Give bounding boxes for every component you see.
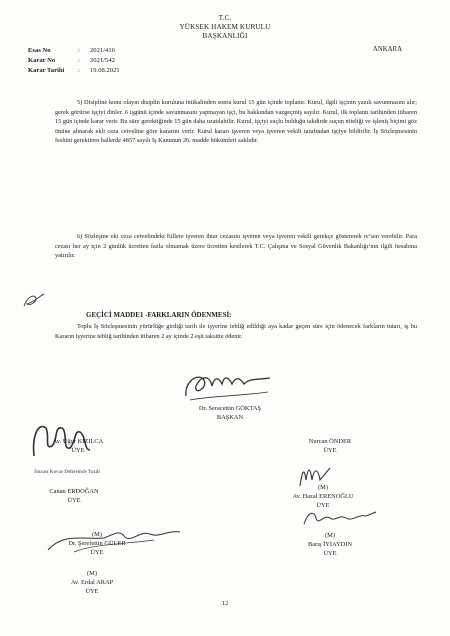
signatory-president [180, 404, 280, 422]
separator: : [78, 57, 80, 64]
karar-row [28, 56, 120, 66]
president-signature-icon [180, 366, 275, 406]
signatory-member-1 [38, 437, 118, 455]
paragraph-7: Toplu İş Sözleşmesinin yürürlüğe girdiği tarih ile işyerine tebliğ edildiği aya kadar geçen süre için ödenecek farkların tutarı, iş bu Kararın işyerine tebliğ tarihinden itibaren 2 ay içinde 2 eşit taksitte ödenir. [55, 323, 417, 340]
member-2-name: Nurcan ÖNDER [308, 438, 352, 445]
paragraph-5: 5) Disipline konu olayın disiplin kuruluna intikalinden sonra kurul 15 gün içinde toplanır. Kurul, ilgili işçinin yazılı savunmasını alır; gerek görürse işçiyi dinler. 6 işgünü içinde savunmasını yapmayan işçi, bu hakkından vazgeçmiş sayılır. Kurul, ilk toplantı tarihinden itibaren 15 gün içinde karar verir. Bu süre gerektiğinde 15 gün daha uzatılabilir. Kurul, işçiyi suçlu bulduğu takdirde suçun niteliği ve işleniş biçimi göz önüne alınarak ekli ceza cetveline göre kararını verir. Kurul kararı işveren veya işveren vekili tarafından işçiye bildirilir. İş Sözleşmesinin feshini gerektiren hallerde 4857 sayılı İş Kanunun 26. madde hükümleri saklıdır. [55, 99, 417, 145]
karar-value: 2021/542 [90, 57, 115, 64]
member-2-role: ÜYE [323, 447, 337, 454]
signatory-member-3 [34, 487, 114, 505]
separator: : [78, 47, 80, 54]
member-1-name: Av. Uğur KIZILCA [52, 438, 104, 445]
section-title: GEÇİCİ MADDE1 -FARKLARIN ÖDENMESİ: [86, 311, 232, 319]
member-7-mark: (M) [87, 570, 97, 577]
city: ANKARA [372, 46, 402, 53]
tarih-label: Karar Tarihi [28, 67, 65, 74]
member-7-name: Av. Erdal ARAP [70, 579, 114, 586]
signatory-member-7 [42, 569, 142, 596]
tarih-value: 19.08.2021 [90, 67, 120, 74]
member-6-name: Barış İYİAYDIN [308, 541, 352, 548]
esas-label: Esas No [28, 47, 51, 54]
margin-pen-mark-icon [22, 290, 46, 314]
tarih-row [28, 66, 120, 76]
signatory-member-5 [42, 530, 152, 557]
member-3-name: Canan ERDOĞAN [49, 488, 99, 495]
member-4-name: Av. Hazal ERENOĞLU [292, 493, 354, 500]
paragraph-6: 6) Sözleşme eki ceza cetvelindeki fiillere işveren ihtar cezasını işveren veya işveren vekili gerekçe göstererek re’sen verebilir. Para cezası her ay için 2 günlük ücretten fazla olmamak üzere ücretten kesilerek T.C. Çalışma ve Sosyal Güvenlik Bakanlığı’nın ilgili hesabına yatırılır. [55, 233, 417, 260]
header-tc: T.C. [218, 14, 232, 22]
member-5-role: ÜYE [90, 549, 104, 556]
member-7-role: ÜYE [85, 588, 99, 595]
karar-label: Karar No [28, 57, 56, 64]
president-name: Dr. Seracettin GÖKTAŞ [198, 405, 262, 412]
stamp-text: İmzası Kovar Delterinde Yazılı [34, 470, 100, 475]
signatory-member-6 [280, 531, 380, 558]
esas-row [28, 46, 120, 56]
member-5-name: Dr. Şerefettin GÜLER [68, 540, 126, 547]
member-signature-iyiaydin-icon [300, 504, 380, 532]
member-4-role: ÜYE [316, 502, 330, 509]
case-meta [28, 46, 120, 76]
header-kurul: YÜKSEK HAKEM KURULU [179, 23, 271, 31]
separator: : [78, 67, 80, 74]
member-3-role: ÜYE [67, 497, 81, 504]
member-6-role: ÜYE [323, 550, 337, 557]
header-baskanlik: BAŞKANLIĞI [202, 32, 248, 40]
member-1-role: ÜYE [71, 447, 85, 454]
member-4-mark: (M) [318, 484, 328, 491]
member-5-mark: (M) [92, 531, 102, 538]
president-role: BAŞKAN [216, 414, 244, 421]
esas-value: 2021/416 [90, 47, 115, 54]
page-number: 12 [221, 600, 229, 607]
signatory-member-2 [290, 437, 370, 455]
member-6-mark: (M) [325, 532, 335, 539]
